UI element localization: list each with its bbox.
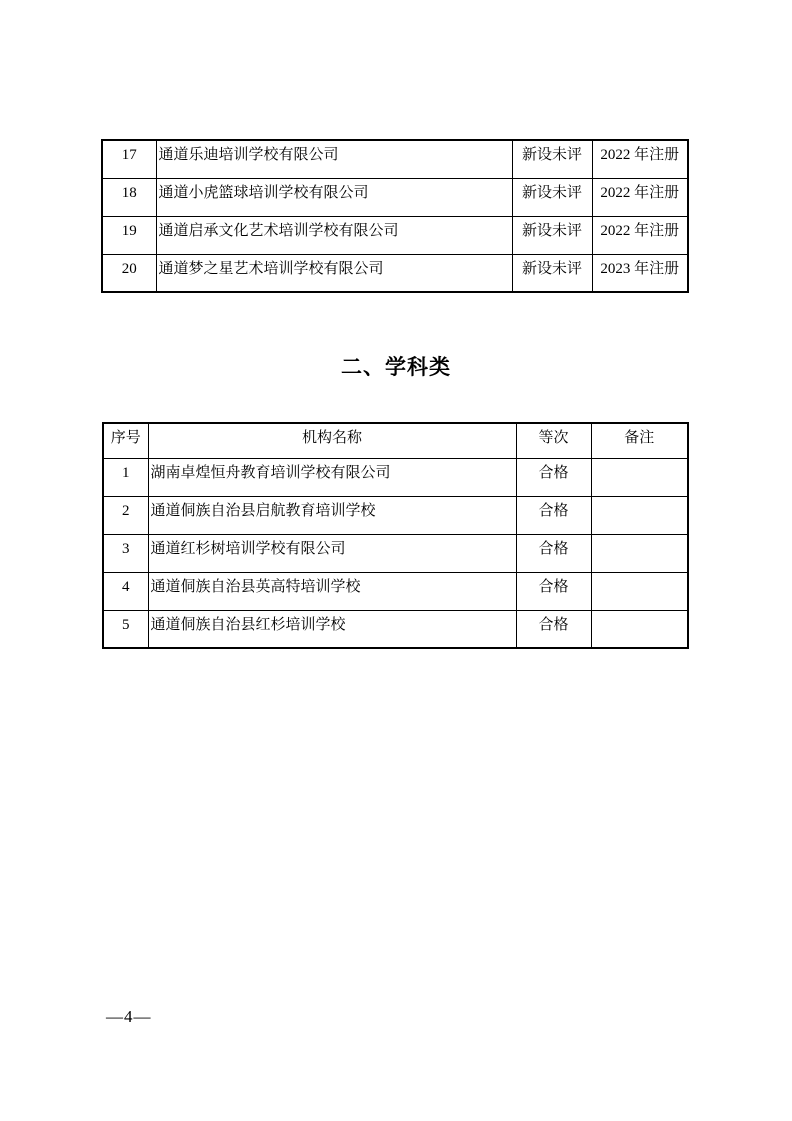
header-name-cell: 机构名称 (148, 423, 516, 458)
note-cell (591, 572, 688, 610)
row-number-cell: 5 (103, 610, 148, 648)
unrated-institutions-table (101, 139, 689, 293)
table-row (103, 534, 688, 572)
row-number-cell: 19 (102, 216, 156, 254)
institution-name-cell: 湖南卓煌恒舟教育培训学校有限公司 (148, 458, 516, 496)
note-cell (591, 496, 688, 534)
row-number-cell: 2 (103, 496, 148, 534)
institution-name-cell: 通道侗族自治县启航教育培训学校 (148, 496, 516, 534)
note-cell (591, 610, 688, 648)
table-row (103, 458, 688, 496)
page-number: —4— (106, 1007, 152, 1026)
table-row (103, 496, 688, 534)
institution-name-cell: 通道乐迪培训学校有限公司 (156, 140, 512, 178)
grade-cell: 合格 (516, 572, 591, 610)
row-number-cell: 17 (102, 140, 156, 178)
row-number-cell: 20 (102, 254, 156, 292)
grade-cell: 新设未评 (512, 178, 592, 216)
table-row (102, 254, 688, 292)
grade-cell: 合格 (516, 458, 591, 496)
table-row (102, 140, 688, 178)
header-grade-cell: 等次 (516, 423, 591, 458)
grade-cell: 合格 (516, 610, 591, 648)
row-number-cell: 4 (103, 572, 148, 610)
table-header-row (103, 423, 688, 458)
header-number-cell: 序号 (103, 423, 148, 458)
section-heading: 二、学科类 (341, 355, 451, 379)
grade-cell: 新设未评 (512, 140, 592, 178)
note-cell (591, 534, 688, 572)
institution-name-cell: 通道侗族自治县红杉培训学校 (148, 610, 516, 648)
table-row (102, 178, 688, 216)
subject-category-table (102, 422, 689, 649)
institution-name-cell: 通道小虎篮球培训学校有限公司 (156, 178, 512, 216)
note-cell: 2022 年注册 (592, 178, 688, 216)
institution-name-cell: 通道梦之星艺术培训学校有限公司 (156, 254, 512, 292)
header-note-cell: 备注 (591, 423, 688, 458)
grade-cell: 新设未评 (512, 216, 592, 254)
grade-cell: 合格 (516, 534, 591, 572)
institution-name-cell: 通道红杉树培训学校有限公司 (148, 534, 516, 572)
grade-cell: 新设未评 (512, 254, 592, 292)
note-cell: 2023 年注册 (592, 254, 688, 292)
table-row (103, 572, 688, 610)
table-row (102, 216, 688, 254)
row-number-cell: 18 (102, 178, 156, 216)
institution-name-cell: 通道启承文化艺术培训学校有限公司 (156, 216, 512, 254)
grade-cell: 合格 (516, 496, 591, 534)
note-cell (591, 458, 688, 496)
row-number-cell: 1 (103, 458, 148, 496)
note-cell: 2022 年注册 (592, 140, 688, 178)
institution-name-cell: 通道侗族自治县英高特培训学校 (148, 572, 516, 610)
row-number-cell: 3 (103, 534, 148, 572)
table-row (103, 610, 688, 648)
note-cell: 2022 年注册 (592, 216, 688, 254)
